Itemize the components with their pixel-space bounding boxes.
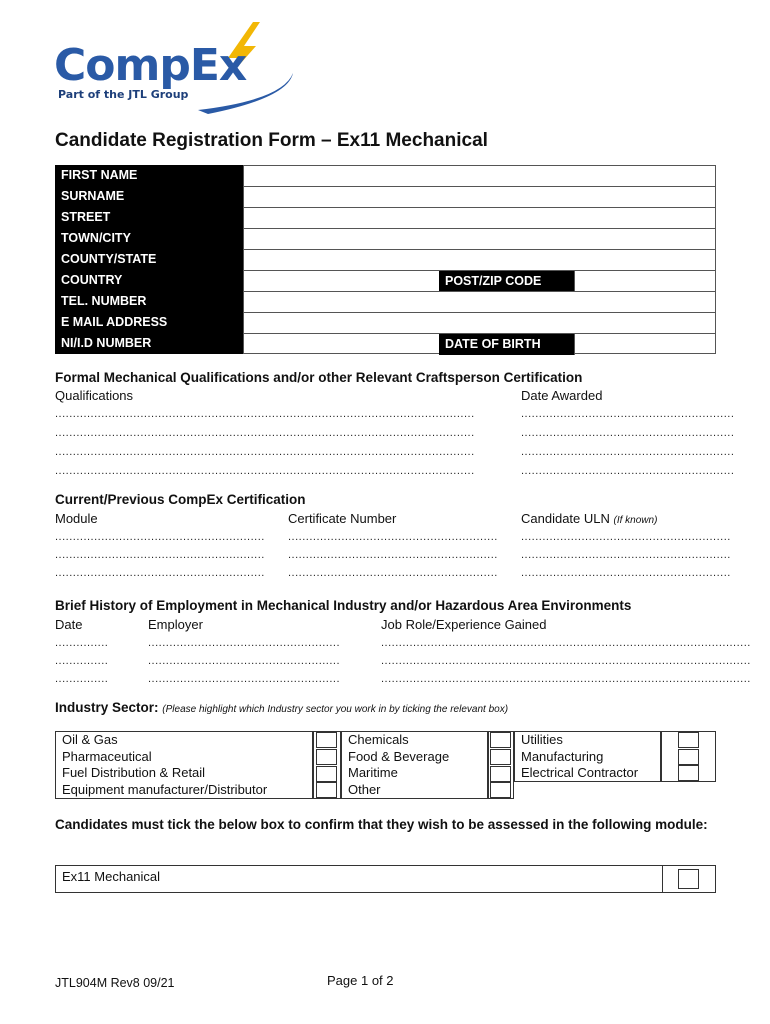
date-awarded-line[interactable]: ............................................................	[521, 446, 735, 458]
date-awarded-col-header: Date Awarded	[521, 388, 603, 403]
oil-gas-checkbox[interactable]	[316, 732, 337, 748]
industry-heading-label: Industry Sector:	[55, 700, 159, 715]
employer-line[interactable]: ......................................................	[148, 673, 341, 685]
employment-date-line[interactable]: ...............	[55, 637, 109, 649]
email-field[interactable]	[243, 312, 716, 333]
industry-heading	[55, 700, 508, 715]
job-role-line[interactable]: ........................................................................................................	[381, 655, 751, 667]
industry-table	[55, 731, 716, 799]
email-label: E MAIL ADDRESS	[55, 312, 243, 333]
certificate-number-col-header: Certificate Number	[288, 511, 397, 526]
surname-label: SURNAME	[55, 186, 243, 207]
compex-logo	[48, 18, 298, 118]
date-awarded-line[interactable]: ............................................................	[521, 465, 735, 477]
tel-row	[55, 291, 716, 312]
qualifications-heading: Formal Mechanical Qualifications and/or other Relevant Craftsperson Certification	[55, 370, 583, 385]
food-beverage-checkbox[interactable]	[490, 749, 511, 765]
industry-option: Maritime	[348, 765, 398, 780]
industry-col-3-boxes	[661, 731, 716, 782]
electrical-contractor-checkbox[interactable]	[678, 765, 699, 781]
qualifications-col-header: Qualifications	[55, 388, 134, 403]
uln-line[interactable]: ...........................................................	[521, 531, 731, 543]
town-field[interactable]	[243, 228, 716, 249]
county-row	[55, 249, 716, 270]
certificate-number-line[interactable]: ...........................................................	[288, 567, 498, 579]
qualification-line[interactable]: ......................................................................................................................	[55, 427, 475, 439]
module-confirmation-row	[55, 865, 716, 893]
first-name-label: FIRST NAME	[55, 165, 243, 186]
module-col-header: Module	[55, 511, 98, 526]
certification-heading: Current/Previous CompEx Certification	[55, 492, 306, 507]
candidate-confirmation-text: Candidates must tick the below box to confirm that they wish to be assessed in the following module:	[55, 817, 708, 832]
other-checkbox[interactable]	[490, 782, 511, 798]
country-label: COUNTRY	[55, 270, 243, 291]
module-separator	[662, 866, 663, 892]
ni-row	[55, 333, 716, 354]
industry-col-2-boxes	[488, 731, 514, 799]
industry-col-1-boxes	[313, 731, 341, 799]
industry-col-2	[341, 731, 488, 799]
ni-field[interactable]	[243, 333, 716, 354]
industry-option: Equipment manufacturer/Distributor	[62, 781, 268, 797]
qualification-line[interactable]: ......................................................................................................................	[55, 465, 475, 477]
street-field[interactable]	[243, 207, 716, 228]
page-title: Candidate Registration Form – Ex11 Mechanical	[55, 130, 488, 151]
industry-option: Electrical Contractor	[521, 765, 639, 780]
job-role-col-header: Job Role/Experience Gained	[381, 617, 547, 632]
uln-col-header	[521, 511, 657, 526]
employer-line[interactable]: ......................................................	[148, 637, 341, 649]
module-line[interactable]: ...........................................................	[55, 531, 265, 543]
fuel-distribution-checkbox[interactable]	[316, 766, 337, 782]
industry-option: Chemicals	[348, 732, 409, 747]
street-row	[55, 207, 716, 228]
module-line[interactable]: ...........................................................	[55, 549, 265, 561]
town-label: TOWN/CITY	[55, 228, 243, 249]
uln-line[interactable]: ...........................................................	[521, 549, 731, 561]
uln-note: (If known)	[613, 515, 658, 526]
industry-option: Food & Beverage	[348, 748, 450, 764]
page-number: Page 1 of 2	[327, 973, 394, 988]
first-name-field[interactable]	[243, 165, 716, 186]
tel-field[interactable]	[243, 291, 716, 312]
employment-date-col-header: Date	[55, 617, 83, 632]
country-row	[55, 270, 716, 291]
qualification-line[interactable]: ......................................................................................................................	[55, 408, 475, 420]
logo-brand: CompEx	[54, 40, 247, 91]
chemicals-checkbox[interactable]	[490, 732, 511, 748]
module-confirm-checkbox[interactable]	[678, 869, 699, 889]
job-role-line[interactable]: ........................................................................................................	[381, 637, 751, 649]
town-row	[55, 228, 716, 249]
maritime-checkbox[interactable]	[490, 766, 511, 782]
country-field[interactable]	[243, 270, 716, 291]
email-row	[55, 312, 716, 333]
industry-option: Manufacturing	[521, 748, 604, 764]
certificate-number-line[interactable]: ...........................................................	[288, 549, 498, 561]
module-label: Ex11 Mechanical	[62, 869, 161, 884]
tel-label: TEL. NUMBER	[55, 291, 243, 312]
dob-label: DATE OF BIRTH	[439, 334, 574, 355]
logo-tagline: Part of the JTL Group	[58, 88, 189, 101]
uln-line[interactable]: ...........................................................	[521, 567, 731, 579]
industry-option: Utilities	[521, 732, 563, 747]
module-line[interactable]: ...........................................................	[55, 567, 265, 579]
industry-note: (Please highlight which Industry sector you work in by ticking the relevant box)	[162, 704, 509, 715]
pharmaceutical-checkbox[interactable]	[316, 749, 337, 765]
date-awarded-line[interactable]: ............................................................	[521, 408, 735, 420]
street-label: STREET	[55, 207, 243, 228]
surname-field[interactable]	[243, 186, 716, 207]
industry-option: Oil & Gas	[62, 732, 118, 747]
certificate-number-line[interactable]: ...........................................................	[288, 531, 498, 543]
employer-line[interactable]: ......................................................	[148, 655, 341, 667]
utilities-checkbox[interactable]	[678, 732, 699, 748]
industry-col-1	[55, 731, 313, 799]
job-role-line[interactable]: ........................................................................................................	[381, 673, 751, 685]
document-code: JTL904M Rev8 09/21	[55, 976, 175, 990]
industry-option: Pharmaceutical	[62, 748, 152, 764]
qualification-line[interactable]: ......................................................................................................................	[55, 446, 475, 458]
equipment-manufacturer-checkbox[interactable]	[316, 782, 337, 798]
manufacturing-checkbox[interactable]	[678, 749, 699, 765]
postcode-label: POST/ZIP CODE	[439, 271, 574, 292]
employer-col-header: Employer	[148, 617, 203, 632]
industry-option: Other	[348, 781, 381, 797]
county-field[interactable]	[243, 249, 716, 270]
date-awarded-line[interactable]: ............................................................	[521, 427, 735, 439]
postcode-field[interactable]	[574, 271, 716, 292]
first-name-row	[55, 165, 716, 186]
employment-heading: Brief History of Employment in Mechanical Industry and/or Hazardous Area Environments	[55, 598, 632, 613]
employment-date-line[interactable]: ...............	[55, 673, 109, 685]
industry-option: Fuel Distribution & Retail	[62, 765, 206, 780]
ni-label: NI/I.D NUMBER	[55, 333, 243, 354]
surname-row	[55, 186, 716, 207]
county-label: COUNTY/STATE	[55, 249, 243, 270]
dob-field[interactable]	[574, 334, 716, 355]
uln-label: Candidate ULN	[521, 511, 610, 526]
employment-date-line[interactable]: ...............	[55, 655, 109, 667]
industry-col-3	[514, 731, 661, 782]
